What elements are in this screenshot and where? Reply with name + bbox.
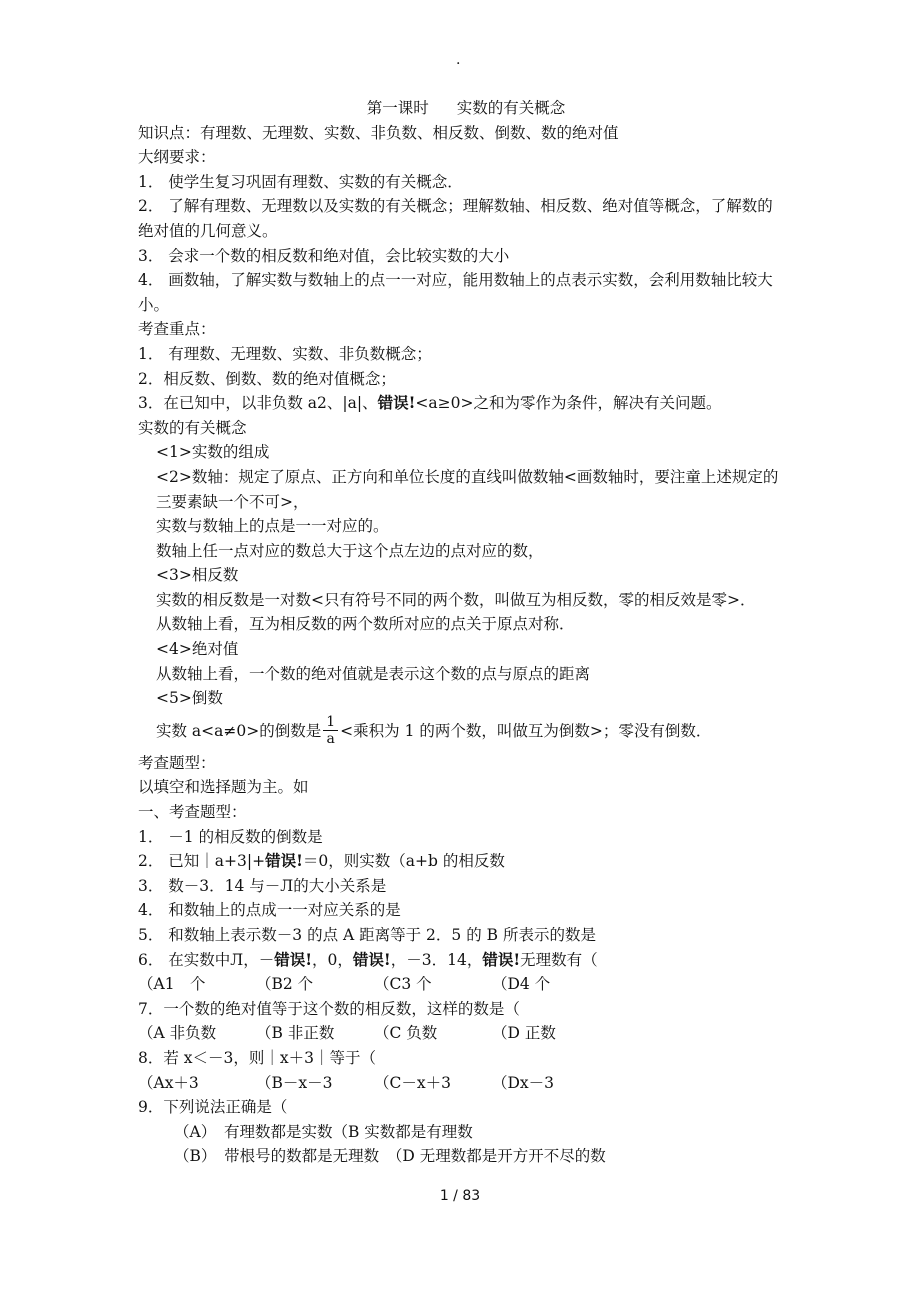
page-number: 1 / 83 — [439, 1188, 481, 1204]
option: （A 非负数 — [138, 1024, 217, 1043]
question: 3． 数－3．14 与－Л的大小关系是 — [138, 876, 387, 895]
outline-heading: 大纲要求： — [138, 148, 216, 167]
outline-item: 4． 画数轴，了解实数与数轴上的点一一对应，能用数轴上的点表示实数，会利用数轴比较大小。 — [138, 271, 773, 314]
focus-item — [138, 391, 788, 416]
focus-item: 1． 有理数、无理数、实数、非负数概念； — [138, 344, 432, 363]
reciprocal-text: <乘积为 1 的两个数，叫做互为倒数>；零没有倒数． — [340, 721, 712, 740]
focus-item-text: <a≥0>之和为零作为条件，解决有关问题。 — [415, 394, 722, 413]
outline-item: 3． 会求一个数的相反数和绝对值，会比较实数的大小 — [138, 246, 510, 265]
concept-item — [138, 465, 788, 514]
outline-item: 1． 使学生复习巩固有理数、实数的有关概念． — [138, 172, 463, 191]
error-marker: 错误! — [482, 949, 521, 969]
outline-item: 2． 了解有理数、无理数以及实数的有关概念；理解数轴、相反数、绝对值等概念，了解数的绝对值的几何意义。 — [138, 197, 773, 240]
option: （C 负数 — [374, 1024, 438, 1043]
question-text: ，0， — [312, 950, 353, 969]
option: （B2 个 — [256, 975, 314, 994]
concept-line: 实数与数轴上的点是一一对应的。 — [156, 517, 389, 536]
reciprocal-text: 实数 a<a≠0>的倒数是 — [156, 721, 322, 740]
option: （D 正数 — [492, 1024, 556, 1043]
fraction-one-over-a — [323, 714, 338, 747]
concept-line: 从数轴上看，一个数的绝对值就是表示这个数的点与原点的距离 — [156, 664, 591, 683]
fraction-numerator: 1 — [323, 714, 338, 731]
question-text: ＝0，则实数（a+b 的相反数 — [302, 852, 505, 871]
title-topic: 实数的有关概念 — [456, 99, 566, 117]
question-text: 无理数有（ — [520, 950, 598, 969]
types-heading: 考查题型： — [138, 753, 216, 772]
answer-options — [138, 972, 788, 997]
question-text: 6． 在实数中Л，－ — [138, 950, 275, 969]
concept-line: 从数轴上看，互为相反数的两个数所对应的点关于原点对称． — [156, 615, 575, 634]
question — [138, 849, 788, 874]
option: （B 非正数 — [256, 1024, 335, 1043]
types-description: 以填空和选择题为主。如 — [138, 778, 309, 797]
header-dot: . — [456, 52, 461, 68]
focus-item-text: 3．在已知中，以非负数 a2、|a|、 — [138, 394, 378, 413]
concepts-heading: 实数的有关概念 — [138, 418, 247, 437]
question: 8．若 x＜－3，则｜x＋3｜等于（ — [138, 1048, 376, 1067]
fraction-denominator: a — [326, 731, 335, 748]
concept-item: <5>倒数 — [156, 689, 223, 708]
concept-item: <1>实数的组成 — [156, 443, 270, 462]
page-content — [138, 96, 788, 1169]
concept-line: 实数的相反数是一对数<只有符号不同的两个数，叫做互为相反数，零的相反效是零>． — [156, 590, 756, 609]
error-marker: 错误! — [274, 949, 313, 969]
concept-item: <4>绝对值 — [156, 640, 239, 659]
question: 1． －1 的相反数的倒数是 — [138, 827, 323, 846]
option: （A1 个 — [138, 975, 206, 994]
question-text: 2． 已知｜a+3|+ — [138, 852, 266, 871]
error-marker: 错误! — [377, 393, 416, 413]
question: 5． 和数轴上表示数－3 的点 A 距离等于 2．5 的 B 所表示的数是 — [138, 926, 596, 944]
option: （B－x－3 — [256, 1073, 333, 1092]
question — [138, 948, 788, 973]
knowledge-points: 知识点：有理数、无理数、实数、非负数、相反数、倒数、数的绝对值 — [138, 123, 619, 142]
reciprocal-line — [138, 711, 788, 751]
focus-heading: 考查重点： — [138, 320, 216, 339]
option: （C3 个 — [374, 975, 432, 994]
option: （Ax＋3 — [138, 1073, 199, 1092]
option: （D4 个 — [492, 975, 551, 994]
question: 7．一个数的绝对值等于这个数的相反数，这样的数是（ — [138, 999, 520, 1018]
answer-options — [138, 1071, 788, 1096]
option: （Dx－3 — [492, 1073, 555, 1092]
option: （C－x＋3 — [374, 1073, 451, 1092]
error-marker: 错误! — [265, 851, 303, 871]
concept-text: <2>数轴：规定了原点、正方向和单位长度的直线叫做数轴<画数轴时，要注童上述规定的三要素缺一个不可>， — [156, 467, 779, 511]
types-subheading: 一、考查题型： — [138, 803, 247, 822]
option-line: （B） 带根号的数都是无理数 （D 无理数都是开方开不尽的数 — [174, 1147, 606, 1166]
page-title — [138, 96, 788, 121]
concept-item: <3>相反数 — [156, 566, 239, 585]
answer-options — [138, 1021, 788, 1046]
question: 4． 和数轴上的点成一一对应关系的是 — [138, 901, 401, 920]
title-lesson: 第一课时 — [366, 99, 429, 117]
error-marker: 错误! — [352, 949, 391, 969]
option-line: （A） 有理数都是实数（B 实数都是有理数 — [174, 1122, 473, 1141]
question: 9．下列说法正确是（ — [138, 1098, 288, 1117]
focus-item: 2．相反数、倒数、数的绝对值概念； — [138, 369, 396, 388]
question-text: ，－3．14， — [390, 950, 483, 969]
concept-line: 数轴上任一点对应的数总大于这个点左边的点对应的数， — [156, 541, 544, 560]
